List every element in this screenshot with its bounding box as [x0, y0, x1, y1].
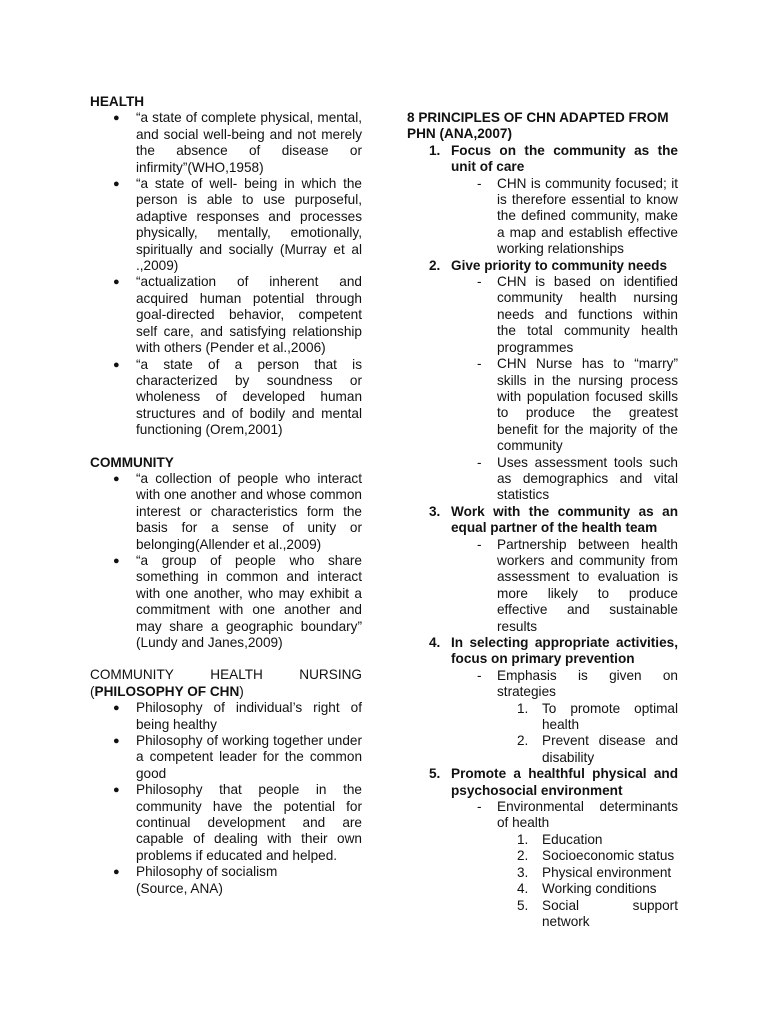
- list-item: 2. Socioeconomic status: [517, 848, 675, 864]
- principle-item: 5. Promote a healthful physical and psychosocial environment - Environmental determinants of health 1. Education 2. Socioeconomic status 3. Physical environment 4. Working conditions 5. Social support network: [407, 766, 678, 930]
- list-item: 2. Prevent disease and disability: [517, 733, 678, 765]
- list-item: ● Philosophy that people in the community have the potential for continual development and are capable of dealing with their own problems if educated and helped.: [90, 782, 362, 864]
- philosophy-heading: (PHILOSOPHY OF CHN): [90, 683, 244, 699]
- list-item: ● Philosophy of socialism (Source, ANA): [90, 864, 362, 897]
- chn-heading-line: [90, 667, 362, 683]
- principle-title: Promote a healthful physical and psychosocial environment: [451, 766, 678, 798]
- principle-item: 3. Work with the community as an equal partner of the health team - Partnership between health workers and community from assessment to evaluation is more likely to produce effective and sustainable results: [407, 504, 678, 635]
- list-item: ● Philosophy of working together under a competent leader for the common good: [90, 733, 362, 782]
- principles-list: [407, 143, 678, 931]
- list-item: ● “a state of a person that is characterized by soundness or wholeness of developed human structures and of bodily and mental functioning (Orem,2001): [90, 357, 362, 439]
- list-item: 3. Physical environment: [517, 864, 672, 880]
- principle-title: Work with the community as an equal partner of the health team: [451, 503, 678, 536]
- list-item: - Uses assessment tools such as demographics and vital statistics: [477, 454, 678, 503]
- community-heading: COMMUNITY: [90, 454, 174, 470]
- list-item: 1. Education: [517, 831, 603, 847]
- list-item: ● “a group of people who share something in common and interact with one another, who may exhibit a commitment with one another and may share a geographic boundary” (Lundy and Janes,2009): [90, 553, 362, 651]
- principle-item: 2. Give priority to community needs - CHN is based on identified community health nursing needs and functions within the total community health programmes - CHN Nurse has to “marry” skills in the nursing process with population focused skills to produce the greatest benefit for the majority of the community - Uses assessment tools such as demographics and vital statistics: [407, 258, 678, 504]
- list-item: ● “a collection of people who interact with one another and whose common interest or characteristics form the basis for a sense of unity or belonging(Allender et al.,2009): [90, 471, 362, 553]
- principle-item: 4. In selecting appropriate activities, focus on primary prevention - Emphasis is given on strategies 1. To promote optimal health 2. Prevent disease and disability: [407, 635, 678, 766]
- community-definitions: [90, 471, 362, 651]
- philosophy-list: [90, 700, 362, 897]
- list-item: - CHN is community focused; it is therefore essential to know the defined community, make a map and establish effective working relationships: [477, 175, 678, 257]
- principle-title: In selecting appropriate activities, focus on primary prevention: [451, 635, 678, 667]
- source-note: (Source, ANA): [136, 880, 223, 896]
- principle-title: Give priority to community needs: [451, 257, 668, 273]
- philosophy-title: PHILOSOPHY OF CHN: [94, 683, 240, 699]
- list-item: - CHN Nurse has to “marry” skills in the nursing process with population focused skills to produce the greatest benefit for the majority of the community: [477, 356, 678, 454]
- list-item: 4. Working conditions: [517, 881, 657, 897]
- principle-title: Focus on the community as the unit of care: [451, 142, 678, 175]
- chn-heading-word: HEALTH: [210, 667, 263, 683]
- right-column: [407, 94, 678, 930]
- list-item: ● “a state of well- being in which the person is able to use purposeful, adaptive responses and processes physically, mentally, emotionally, spiritually and socially (Murray et al .,2009): [90, 176, 362, 274]
- list-item: - Environmental determinants of health: [477, 799, 678, 831]
- health-heading: HEALTH: [90, 94, 145, 109]
- list-item: - Emphasis is given on strategies: [477, 667, 678, 700]
- health-definitions: [90, 110, 362, 438]
- list-item: - CHN is based on identified community health nursing needs and functions within the total community health programmes: [477, 274, 678, 355]
- list-item: ● Philosophy of individual’s right of being healthy: [90, 700, 362, 733]
- list-item: 1. To promote optimal health: [517, 700, 678, 733]
- principles-heading: 8 PRINCIPLES OF CHN ADAPTED FROM PHN (ANA,2007): [407, 110, 669, 142]
- list-item: 5. Social support network: [517, 897, 678, 929]
- list-item: ● “actualization of inherent and acquired human potential through goal-directed behavior, competent self care, and satisfying relationship with others (Pender et al.,2006): [90, 274, 362, 356]
- list-item: - Partnership between health workers and community from assessment to evaluation is more likely to produce effective and sustainable results: [477, 536, 678, 634]
- left-column: [90, 94, 362, 897]
- chn-heading-word: COMMUNITY: [90, 667, 174, 683]
- principle-item: 1. Focus on the community as the unit of care - CHN is community focused; it is therefore essential to know the defined community, make a map and establish effective working relationships: [407, 143, 678, 258]
- chn-heading-word: NURSING: [299, 667, 362, 683]
- list-item: ● “a state of complete physical, mental, and social well-being and not merely the absence of disease or infirmity”(WHO,1958): [90, 110, 362, 176]
